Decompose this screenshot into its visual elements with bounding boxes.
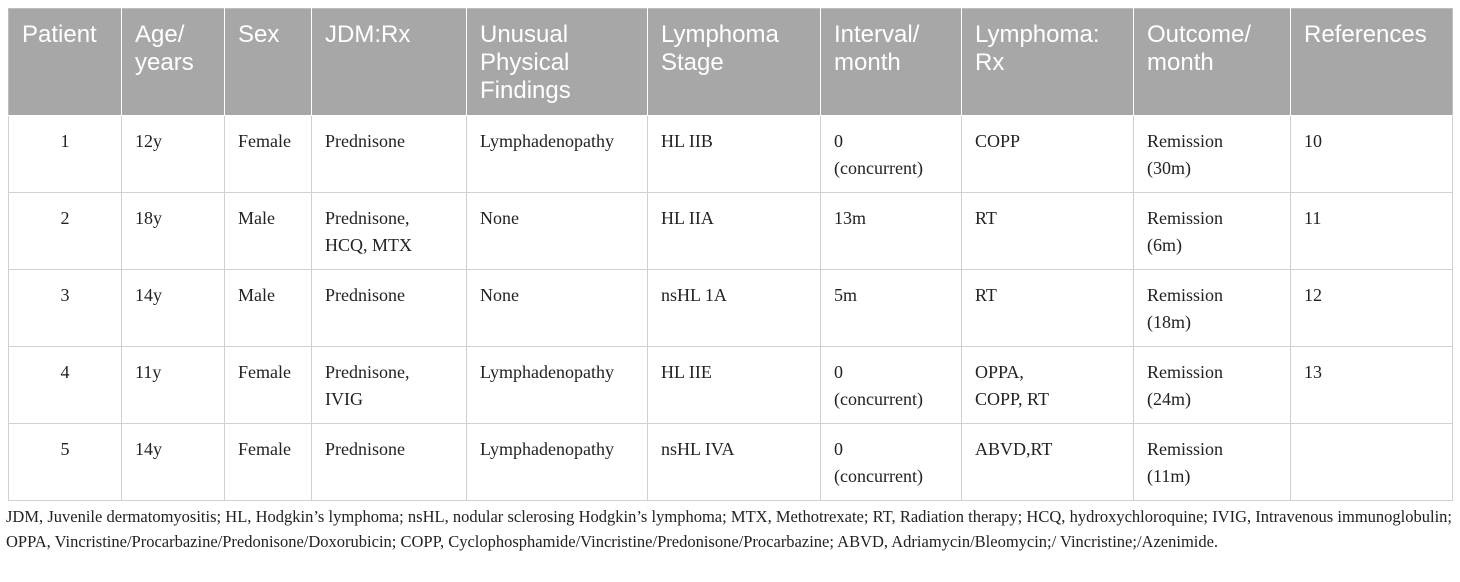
table-header-row (9, 9, 1453, 116)
header-physical-findings: Unusual Physical Findings (467, 9, 648, 116)
lymphoma-table-container (8, 8, 1452, 501)
cell-age: 14y (122, 270, 225, 347)
cell-patient: 4 (9, 347, 122, 424)
cell-lymphoma-rx: ABVD,RT (962, 424, 1134, 501)
cell-lymphoma-rx: COPP (962, 116, 1134, 193)
cell-age: 14y (122, 424, 225, 501)
cell-interval: 0 (concurrent) (821, 116, 962, 193)
cell-sex: Female (225, 116, 312, 193)
cell-lymphoma-stage: nsHL 1A (648, 270, 821, 347)
cell-sex: Male (225, 270, 312, 347)
header-lymphoma-rx: Lymphoma: Rx (962, 9, 1134, 116)
cell-references: 11 (1291, 193, 1453, 270)
cell-jdm-rx: Prednisone, HCQ, MTX (312, 193, 467, 270)
header-outcome: Outcome/ month (1134, 9, 1291, 116)
cell-interval: 13m (821, 193, 962, 270)
cell-references: 12 (1291, 270, 1453, 347)
cell-interval: 5m (821, 270, 962, 347)
cell-patient: 3 (9, 270, 122, 347)
cell-lymphoma-rx: RT (962, 270, 1134, 347)
cell-sex: Female (225, 347, 312, 424)
table-row (9, 193, 1453, 270)
patient-table (8, 8, 1453, 501)
cell-outcome: Remission (11m) (1134, 424, 1291, 501)
cell-references: 13 (1291, 347, 1453, 424)
cell-physical-findings: Lymphadenopathy (467, 116, 648, 193)
cell-jdm-rx: Prednisone (312, 270, 467, 347)
cell-outcome: Remission (6m) (1134, 193, 1291, 270)
cell-jdm-rx: Prednisone, IVIG (312, 347, 467, 424)
cell-references (1291, 424, 1453, 501)
cell-sex: Male (225, 193, 312, 270)
cell-references: 10 (1291, 116, 1453, 193)
cell-physical-findings: Lymphadenopathy (467, 424, 648, 501)
header-age: Age/ years (122, 9, 225, 116)
cell-age: 11y (122, 347, 225, 424)
cell-age: 12y (122, 116, 225, 193)
header-interval: Interval/ month (821, 9, 962, 116)
cell-interval: 0 (concurrent) (821, 347, 962, 424)
cell-interval: 0 (concurrent) (821, 424, 962, 501)
table-footnote: JDM, Juvenile dermatomyositis; HL, Hodgkin’s lymphoma; nsHL, nodular sclerosing Hodgkin’s lymphoma; MTX, Methotrexate; RT, Radiation therapy; HCQ, hydroxychloroquine; IVIG, Intravenous immunoglobulin; OPPA, Vincristine/Procarbazine/Predonisone/Doxorubicin; COPP, Cyclophosphamide/Vincristine/Predonisone/Procarbazine; ABVD, Adriamycin/Bleomycin;/ Vincristine;/Azenimide. (6, 507, 1452, 551)
cell-outcome: Remission (18m) (1134, 270, 1291, 347)
header-lymphoma-stage: Lymphoma Stage (648, 9, 821, 116)
cell-jdm-rx: Prednisone (312, 424, 467, 501)
cell-lymphoma-stage: HL IIE (648, 347, 821, 424)
cell-physical-findings: None (467, 193, 648, 270)
cell-patient: 1 (9, 116, 122, 193)
header-references: References (1291, 9, 1453, 116)
cell-lymphoma-rx: RT (962, 193, 1134, 270)
cell-physical-findings: None (467, 270, 648, 347)
cell-lymphoma-rx: OPPA, COPP, RT (962, 347, 1134, 424)
header-patient: Patient (9, 9, 122, 116)
cell-outcome: Remission (30m) (1134, 116, 1291, 193)
cell-outcome: Remission (24m) (1134, 347, 1291, 424)
table-row (9, 270, 1453, 347)
cell-patient: 5 (9, 424, 122, 501)
cell-jdm-rx: Prednisone (312, 116, 467, 193)
cell-lymphoma-stage: nsHL IVA (648, 424, 821, 501)
header-sex: Sex (225, 9, 312, 116)
cell-lymphoma-stage: HL IIA (648, 193, 821, 270)
cell-physical-findings: Lymphadenopathy (467, 347, 648, 424)
cell-sex: Female (225, 424, 312, 501)
table-row (9, 347, 1453, 424)
cell-age: 18y (122, 193, 225, 270)
header-jdm-rx: JDM:Rx (312, 9, 467, 116)
cell-lymphoma-stage: HL IIB (648, 116, 821, 193)
table-row (9, 116, 1453, 193)
cell-patient: 2 (9, 193, 122, 270)
table-row (9, 424, 1453, 501)
